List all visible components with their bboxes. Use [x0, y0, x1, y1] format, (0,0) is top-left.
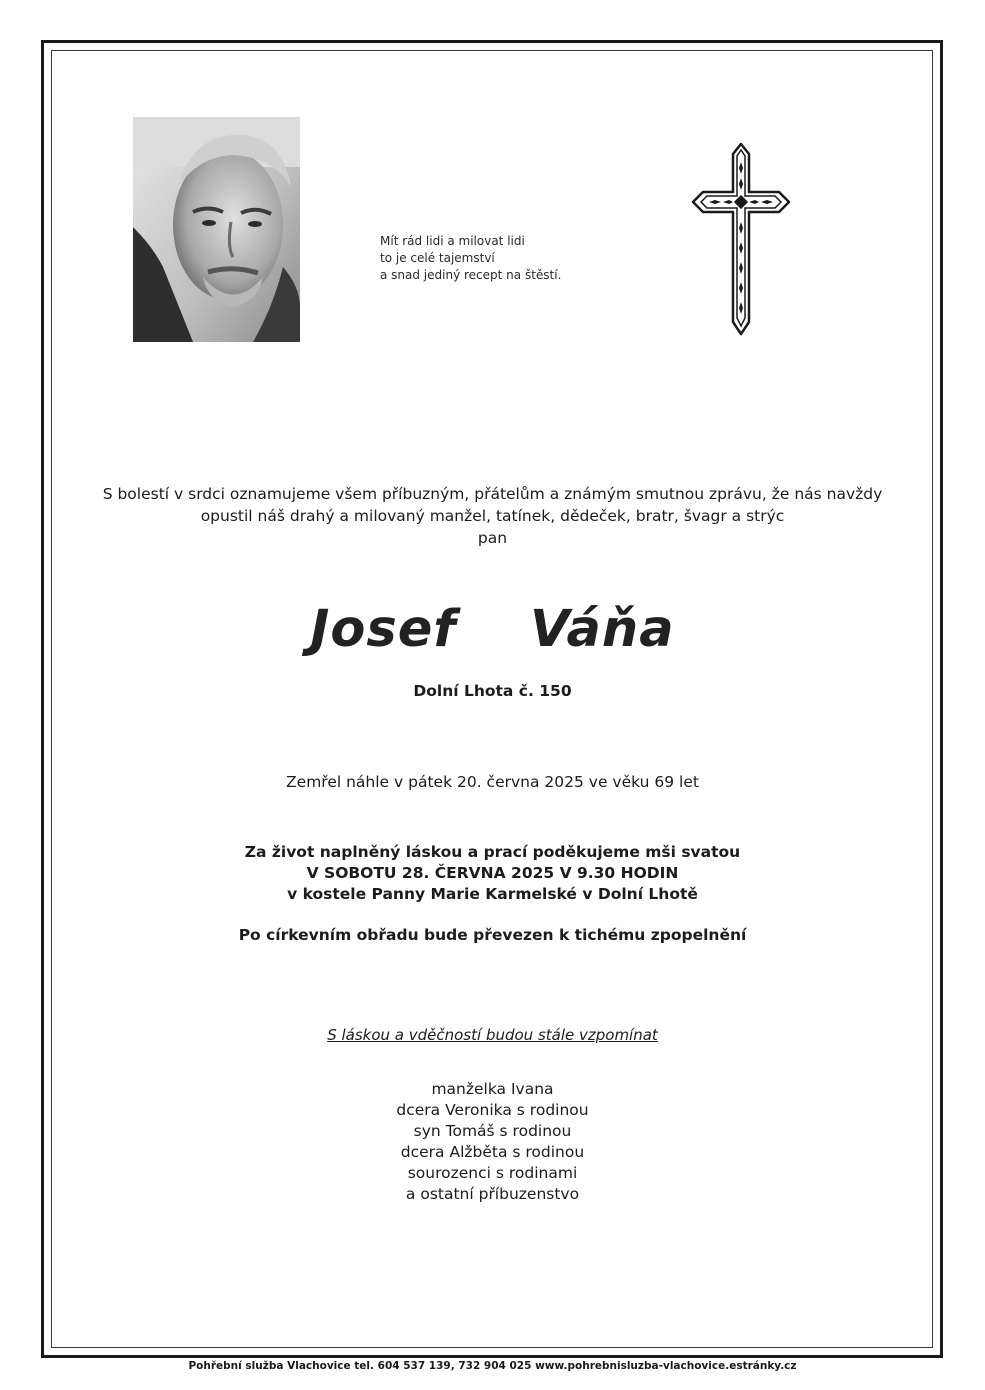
ceremony-details [0, 842, 985, 905]
announcement-text [0, 483, 985, 549]
ornate-cross-icon [685, 142, 797, 337]
mourner-item: syn Tomáš s rodinou [413, 1122, 572, 1140]
mourner-item: manželka Ivana [431, 1080, 554, 1098]
ceremony-line: Za život naplněný láskou a prací poděkujeme mši svatou [244, 843, 741, 861]
cremation-notice: Po církevním obřadu bude převezen k tichému zpopelnění [238, 926, 747, 944]
mourners-heading [0, 1026, 985, 1044]
announcement-line: pan [477, 529, 508, 547]
motto-line: a snad jediný recept na štěstí. [380, 268, 562, 282]
mourner-item: sourozenci s rodinami [407, 1164, 578, 1182]
death-notice: Zemřel náhle v pátek 20. června 2025 ve věku 69 let [286, 773, 699, 791]
motto-quote [380, 233, 561, 284]
ceremony-line: v kostele Panny Marie Karmelské v Dolní Lhotě [287, 885, 698, 903]
funeral-service-footer: Pohřební služba Vlachovice tel. 604 537 139, 732 904 025 www.pohrebnisluzba-vlachovice.estránky.cz [188, 1360, 797, 1372]
mourners-list [0, 1079, 985, 1205]
mourner-item: dcera Veronika s rodinou [396, 1101, 589, 1119]
portrait-photo [133, 117, 300, 342]
motto-line: Mít rád lidi a milovat lidi [380, 234, 525, 248]
mourner-item: dcera Alžběta s rodinou [400, 1143, 585, 1161]
mourner-item: a ostatní příbuzenstvo [405, 1185, 580, 1203]
motto-line: to je celé tajemství [380, 251, 495, 265]
announcement-line: S bolestí v srdci oznamujeme všem příbuzným, přátelům a známým smutnou zprávu, že nás navždy [102, 485, 883, 503]
ceremony-line: V SOBOTU 28. ČERVNA 2025 V 9.30 HODIN [306, 864, 679, 882]
announcement-line: opustil náš drahý a milovaný manžel, tatínek, dědeček, bratr, švagr a strýc [200, 507, 785, 525]
deceased-address: Dolní Lhota č. 150 [413, 682, 572, 700]
deceased-name: Josef Váňa [310, 600, 675, 659]
mourners-heading-text: S láskou a vděčností budou stále vzpomínat [327, 1026, 658, 1044]
